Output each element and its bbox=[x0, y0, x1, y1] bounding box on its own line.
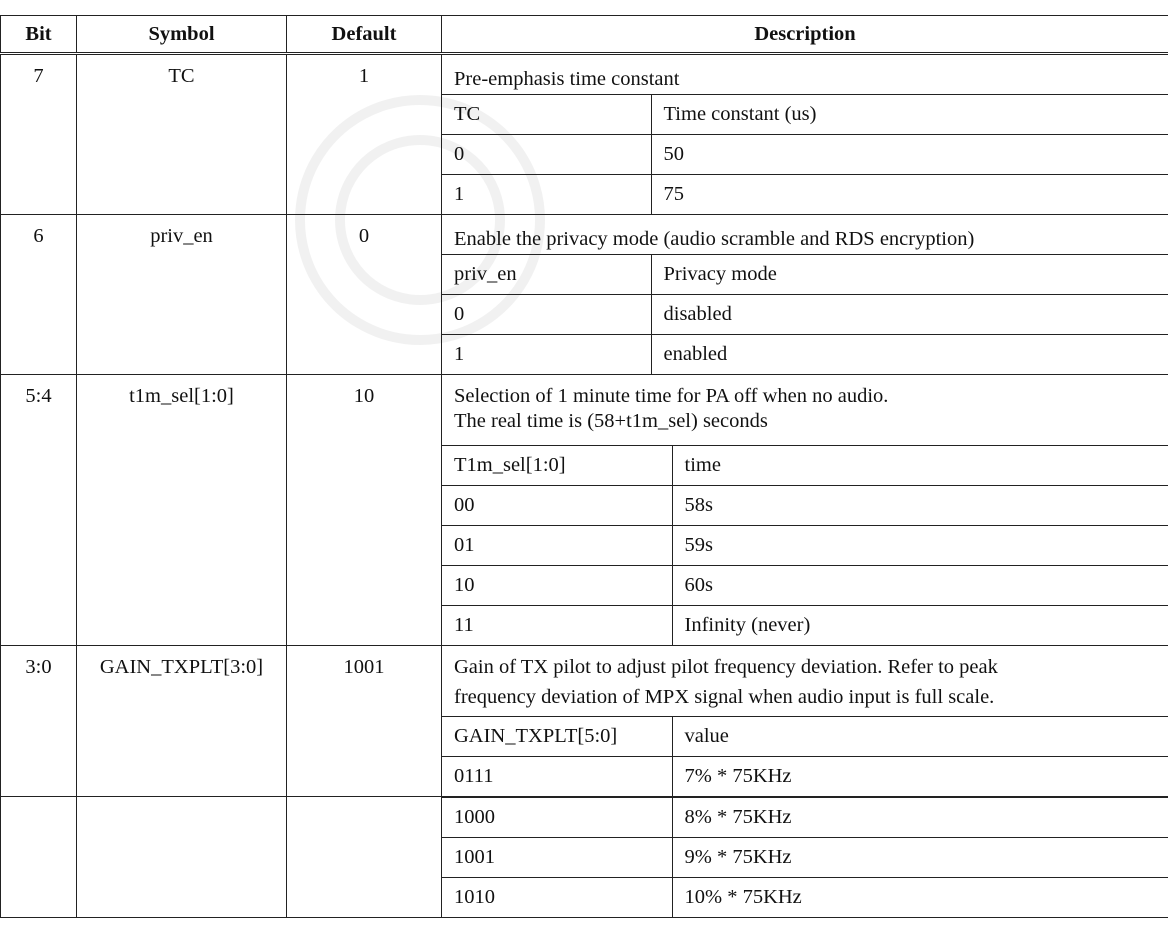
value-row bbox=[442, 526, 1168, 566]
default-cell: 0 bbox=[287, 215, 442, 375]
value-key: 01 bbox=[442, 526, 672, 566]
value-meaning: 10% * 75KHz bbox=[672, 878, 1168, 918]
description-cell bbox=[442, 54, 1168, 215]
value-meaning: 8% * 75KHz bbox=[672, 798, 1168, 838]
value-table bbox=[442, 94, 1168, 214]
header-symbol: Symbol bbox=[77, 16, 287, 54]
default-cell: 1001 bbox=[287, 646, 442, 797]
value-row bbox=[442, 838, 1168, 878]
value-meaning: time bbox=[672, 446, 1168, 486]
value-table bbox=[442, 797, 1168, 917]
value-header-row bbox=[442, 255, 1168, 295]
value-row bbox=[442, 798, 1168, 838]
table-row bbox=[1, 375, 1168, 646]
value-meaning: 9% * 75KHz bbox=[672, 838, 1168, 878]
header-bit: Bit bbox=[1, 16, 77, 54]
value-key: 1000 bbox=[442, 798, 672, 838]
value-key: GAIN_TXPLT[5:0] bbox=[442, 717, 672, 757]
default-cell bbox=[287, 797, 442, 918]
value-row bbox=[442, 566, 1168, 606]
default-cell: 10 bbox=[287, 375, 442, 646]
value-key: 0111 bbox=[442, 757, 672, 797]
value-meaning: 50 bbox=[651, 135, 1168, 175]
table-row bbox=[1, 215, 1168, 375]
value-table bbox=[442, 716, 1168, 796]
value-key: TC bbox=[442, 95, 651, 135]
value-row bbox=[442, 486, 1168, 526]
description-cell bbox=[442, 215, 1168, 375]
symbol-cell bbox=[77, 797, 287, 918]
register-table bbox=[0, 15, 1168, 918]
value-meaning: Time constant (us) bbox=[651, 95, 1168, 135]
bit-cell bbox=[1, 797, 77, 918]
value-header-row bbox=[442, 446, 1168, 486]
value-row bbox=[442, 135, 1168, 175]
description-text: Selection of 1 minute time for PA off when no audio. bbox=[454, 385, 889, 407]
value-key: T1m_sel[1:0] bbox=[442, 446, 672, 486]
value-meaning: Infinity (never) bbox=[672, 606, 1168, 646]
value-key: 0 bbox=[442, 135, 651, 175]
description-cell bbox=[442, 375, 1168, 646]
description-text bbox=[442, 646, 1168, 716]
table-row bbox=[1, 54, 1168, 215]
value-key: 1 bbox=[442, 175, 651, 215]
value-meaning: 7% * 75KHz bbox=[672, 757, 1168, 797]
value-meaning: enabled bbox=[651, 335, 1168, 375]
value-row bbox=[442, 878, 1168, 918]
value-row bbox=[442, 295, 1168, 335]
header-description: Description bbox=[442, 16, 1168, 54]
value-row bbox=[442, 757, 1168, 797]
value-key: 1010 bbox=[442, 878, 672, 918]
value-row bbox=[442, 606, 1168, 646]
value-key: 11 bbox=[442, 606, 672, 646]
description-text: The real time is (58+t1m_sel) seconds bbox=[454, 410, 768, 432]
value-meaning: 58s bbox=[672, 486, 1168, 526]
value-meaning: value bbox=[672, 717, 1168, 757]
table-row bbox=[1, 797, 1168, 918]
value-table bbox=[442, 254, 1168, 374]
description-cell bbox=[442, 797, 1168, 918]
default-cell: 1 bbox=[287, 54, 442, 215]
description-line: frequency deviation of MPX signal when audio input is full scale. bbox=[454, 686, 995, 708]
bit-cell: 7 bbox=[1, 54, 77, 215]
bit-cell: 6 bbox=[1, 215, 77, 375]
description-cell bbox=[442, 646, 1168, 797]
value-key: 0 bbox=[442, 295, 651, 335]
bit-cell: 3:0 bbox=[1, 646, 77, 797]
table-row bbox=[1, 646, 1168, 797]
value-meaning: 60s bbox=[672, 566, 1168, 606]
value-key: 10 bbox=[442, 566, 672, 606]
symbol-cell: priv_en bbox=[77, 215, 287, 375]
value-table bbox=[442, 445, 1168, 645]
description-text: Enable the privacy mode (audio scramble and RDS encryption) bbox=[454, 228, 975, 250]
value-header-row bbox=[442, 95, 1168, 135]
description-text: Pre-emphasis time constant bbox=[454, 68, 680, 90]
value-key: 1 bbox=[442, 335, 651, 375]
symbol-cell: t1m_sel[1:0] bbox=[77, 375, 287, 646]
table-header-row bbox=[1, 16, 1168, 54]
value-meaning: 75 bbox=[651, 175, 1168, 215]
value-header-row bbox=[442, 717, 1168, 757]
bit-cell: 5:4 bbox=[1, 375, 77, 646]
value-meaning: Privacy mode bbox=[651, 255, 1168, 295]
symbol-cell: GAIN_TXPLT[3:0] bbox=[77, 646, 287, 797]
description-line: Gain of TX pilot to adjust pilot frequency deviation. Refer to peak bbox=[454, 656, 998, 678]
value-key: 00 bbox=[442, 486, 672, 526]
value-meaning: 59s bbox=[672, 526, 1168, 566]
value-meaning: disabled bbox=[651, 295, 1168, 335]
value-row bbox=[442, 175, 1168, 215]
header-default: Default bbox=[287, 16, 442, 54]
symbol-cell: TC bbox=[77, 54, 287, 215]
value-row bbox=[442, 335, 1168, 375]
value-key: priv_en bbox=[442, 255, 651, 295]
value-key: 1001 bbox=[442, 838, 672, 878]
